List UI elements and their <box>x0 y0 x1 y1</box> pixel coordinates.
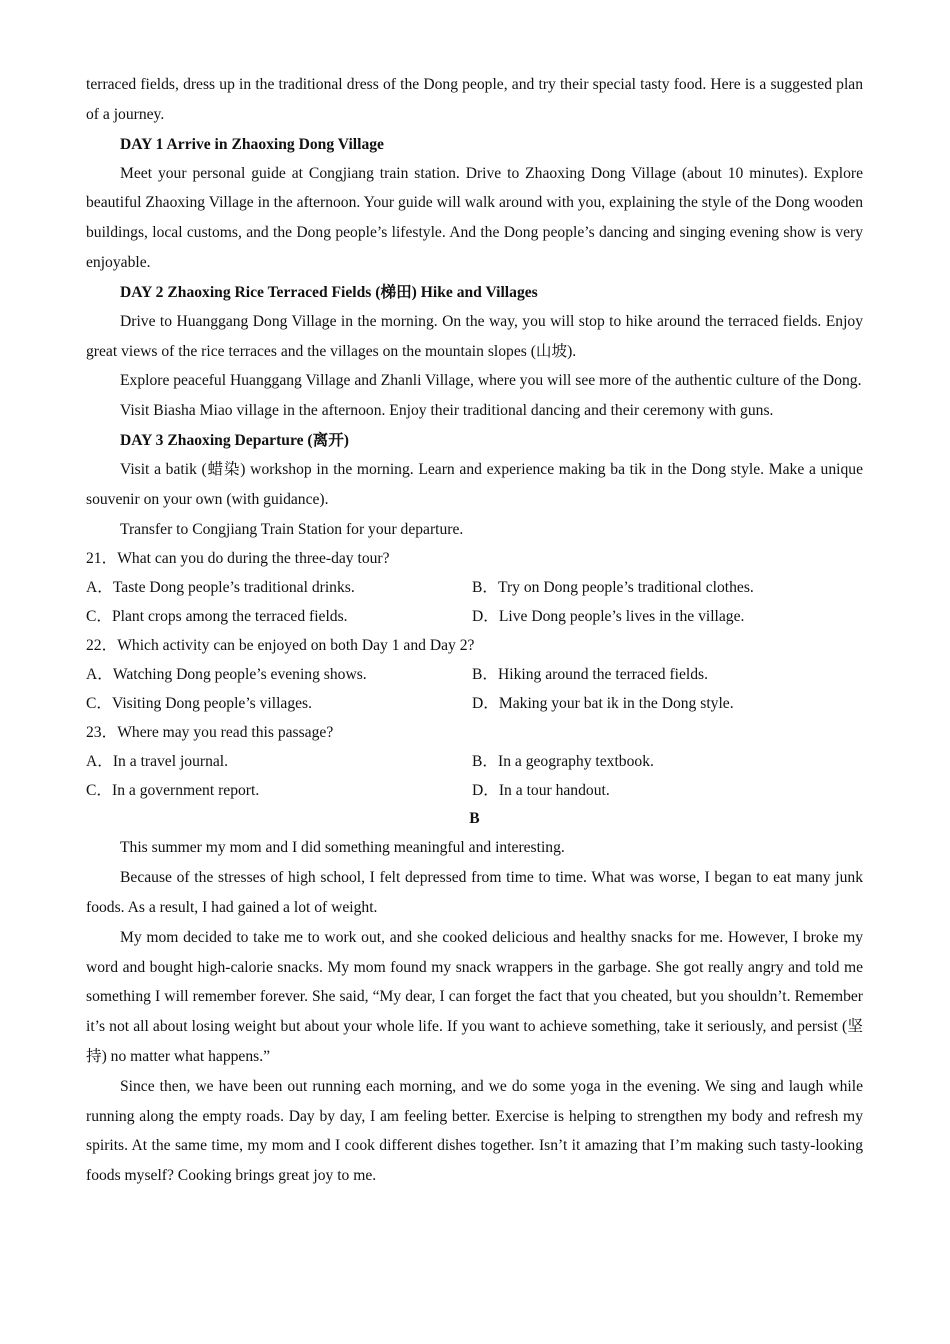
day3-heading: DAY 3 Zhaoxing Departure (离开) <box>120 431 350 449</box>
question-stem: 22．Which activity can be enjoyed on both Day 1 and Day 2? <box>86 637 475 655</box>
option-d: D．Live Dong people’s lives in the village. <box>472 608 745 626</box>
option-d: D．In a tour handout. <box>472 782 610 800</box>
option-c: C．Plant crops among the terraced fields. <box>86 608 348 626</box>
day2-paragraph-1: Drive to Huanggang Dong Village in the morning. On the way, you will stop to hike around the terraced fields. Enjoy great views of the rice terraces and the villages on the mountain slopes (山坡). <box>86 312 863 360</box>
question-stem: 23．Where may you read this passage? <box>86 724 334 742</box>
day1-heading: DAY 1 Arrive in Zhaoxing Dong Village <box>120 135 384 153</box>
document-page <box>86 70 863 1191</box>
option-c: C．Visiting Dong people’s villages. <box>86 695 313 713</box>
day2-paragraph-3: Visit Biasha Miao village in the afternoon. Enjoy their traditional dancing and their ceremony with guns. <box>120 402 774 420</box>
option-a: A．Taste Dong people’s traditional drinks. <box>86 579 355 597</box>
day3-paragraph-2: Transfer to Congjiang Train Station for your departure. <box>120 520 464 538</box>
day2-paragraph-2: Explore peaceful Huanggang Village and Zhanli Village, where you will see more of the authentic culture of the Dong. <box>120 372 862 390</box>
option-b: B．Try on Dong people’s traditional clothes. <box>472 579 754 597</box>
day2-heading: DAY 2 Zhaoxing Rice Terraced Fields (梯田) Hike and Villages <box>120 283 538 301</box>
section-b-title: B <box>469 810 480 828</box>
section-b-paragraph-1: This summer my mom and I did something meaningful and interesting. <box>120 839 565 857</box>
question-22 <box>86 631 863 718</box>
question-23 <box>86 718 863 805</box>
question-21 <box>86 544 863 631</box>
day3-paragraph-1: Visit a batik (蜡染) workshop in the morning. Learn and experience making ba tik in the Dong style. Make a unique souvenir on your own (with guidance). <box>86 460 863 508</box>
option-d: D．Making your bat ik in the Dong style. <box>472 695 734 713</box>
section-b-paragraph-4: Since then, we have been out running each morning, and we do some yoga in the evening. We sing and laugh while running along the empty roads. Day by day, I am feeling better. Exercise is helping to strengthen my body and refresh my spirits. At the same time, my mom and I cook different dishes together. Isn’t it amazing that I’m making such tasty-looking foods myself? Cooking brings great joy to me. <box>86 1077 863 1185</box>
section-b-paragraph-3: My mom decided to take me to work out, and she cooked delicious and healthy snacks for me. However, I broke my word and bought high-calorie snacks. My mom found my snack wrappers in the garbage. She got really angry and told me something I will remember forever. She said, “My dear, I can forget the fact that you cheated, but you shouldn’t. Remember it’s not all about losing weight but about your whole life. If you want to achieve something, take it seriously, and persist (坚持) no matter what happens.” <box>86 928 863 1065</box>
option-c: C．In a government report. <box>86 782 260 800</box>
intro-paragraph: terraced fields, dress up in the traditional dress of the Dong people, and try their special tasty food. Here is a suggested plan of a journey. <box>86 76 863 123</box>
question-stem: 21．What can you do during the three-day tour? <box>86 550 390 568</box>
day1-paragraph: Meet your personal guide at Congjiang train station. Drive to Zhaoxing Dong Village (about 10 minutes). Explore beautiful Zhaoxing Village in the afternoon. Your guide will walk around with you, explaining the style of the Dong wooden buildings, local customs, and the Dong people’s lifestyle. And the Dong people’s dancing and singing evening show is very enjoyable. <box>86 164 863 271</box>
option-b: B．Hiking around the terraced fields. <box>472 666 709 684</box>
option-b: B．In a geography textbook. <box>472 753 654 771</box>
option-a: A．Watching Dong people’s evening shows. <box>86 666 367 684</box>
option-a: A．In a travel journal. <box>86 753 229 771</box>
section-b-paragraph-2: Because of the stresses of high school, I felt depressed from time to time. What was worse, I began to eat many junk foods. As a result, I had gained a lot of weight. <box>86 869 863 916</box>
